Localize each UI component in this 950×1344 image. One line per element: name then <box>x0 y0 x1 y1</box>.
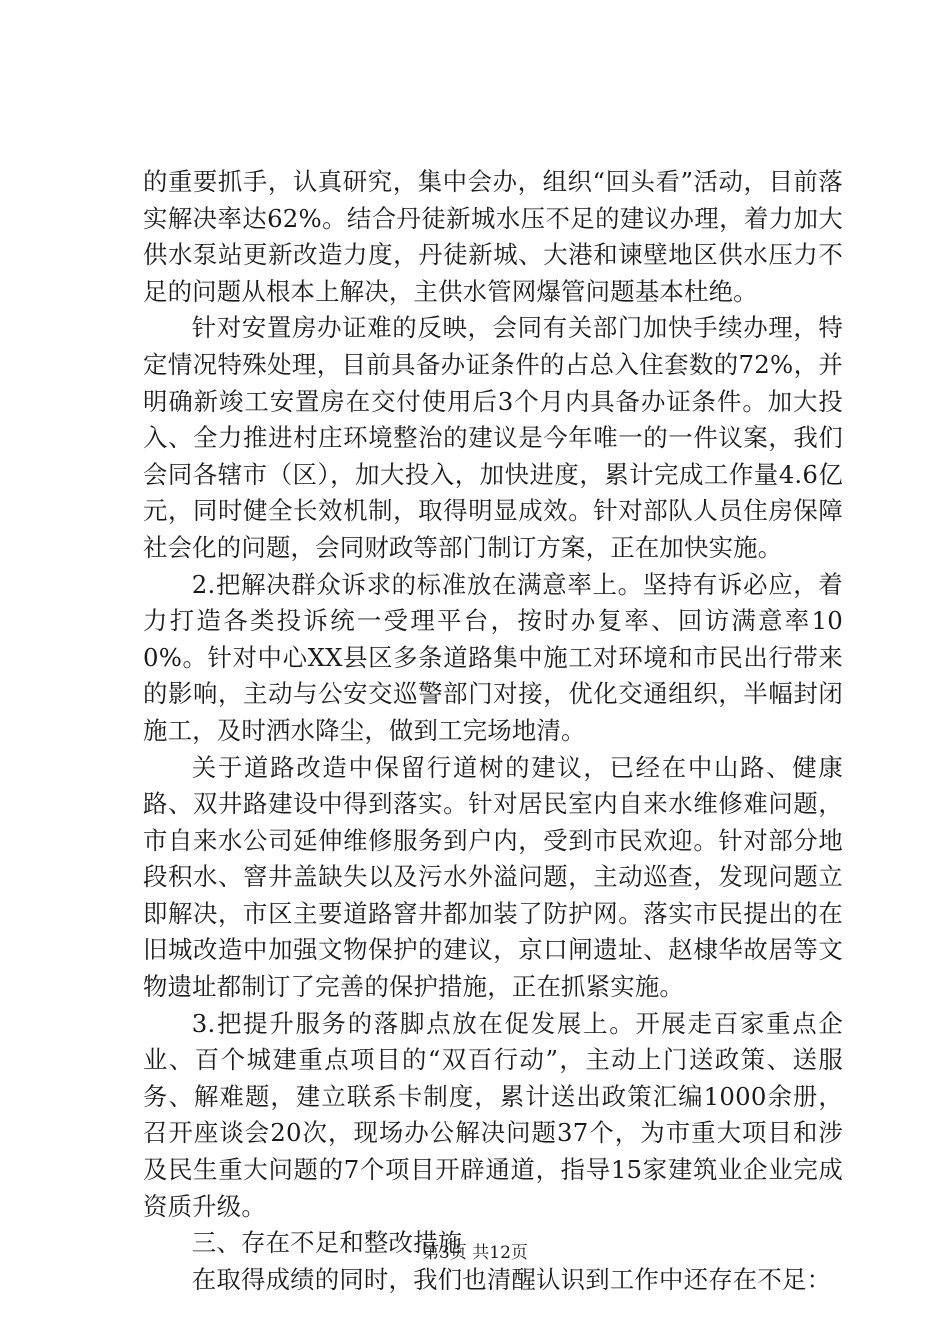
paragraph-1: 的重要抓手，认真研究，集中会办，组织“回头看”活动，目前落实解决率达62%。结合丹徒新城水压不足的建议办理，着力加大供水泵站更新改造力度，丹徒新城、大港和谏壁地区供水压力不足的问题从根本上解决，主供水管网爆管问题基本杜绝。 <box>143 167 843 306</box>
paragraph-6: 在取得成绩的同时，我们也清醒认识到工作中还存在不足： <box>191 1264 832 1294</box>
paragraph-4: 关于道路改造中保留行道树的建议，已经在中山路、健康路、双井路建设中得到落实。针对居民室内自来水维修难问题，市自来水公司延伸维修服务到户内，受到市民欢迎。针对部分地段积水、窨井盖缺失以及污水外溢问题，主动巡查，发现问题立即解决，市区主要道路窨井都加装了防护网。落实市民提出的在旧城改造中加强文物保护的建议，京口闸遗址、赵棣华故居等文物遗址都制订了完善的保护措施，正在抓紧实施。 <box>143 752 843 1002</box>
document-body <box>143 164 843 1298</box>
page-number: 第3页 共12页 <box>422 1243 528 1263</box>
section-heading: 三、存在不足和整改措施 <box>191 1228 463 1258</box>
page-footer <box>0 1241 950 1265</box>
paragraph-2: 针对安置房办证难的反映，会同有关部门加快手续办理，特定情况特殊处理，目前具备办证条件的占总入住套数的72%，并明确新竣工安置房在交付使用后3个月内具备办证条件。加大投入、全力推进村庄环境整治的建议是今年唯一的一件议案，我们会同各辖市（区），加大投入，加快进度，累计完成工作量4.6亿元，同时健全长效机制，取得明显成效。针对部队人员住房保障社会化的问题，会同财政等部门制订方案，正在加快实施。 <box>143 313 843 562</box>
paragraph-3: 2.把解决群众诉求的标准放在满意率上。坚持有诉必应，着力打造各类投诉统一受理平台，按时办复率、回访满意率100%。针对中心XX县区多条道路集中施工对环境和市民出行带来的影响，主动与公安交巡警部门对接，优化交通组织，半幅封闭施工，及时洒水降尘，做到工完场地清。 <box>143 569 843 745</box>
paragraph-5: 3.把提升服务的落脚点放在促发展上。开展走百家重点企业、百个城建重点项目的“双百行动”，主动上门送政策、送服务、解难题，建立联系卡制度，累计送出政策汇编1000余册，召开座谈会20次，现场办公解决问题37个，为市重大项目和涉及民生重大问题的7个项目开辟通道，指导15家建筑业企业完成资质升级。 <box>143 1008 843 1221</box>
